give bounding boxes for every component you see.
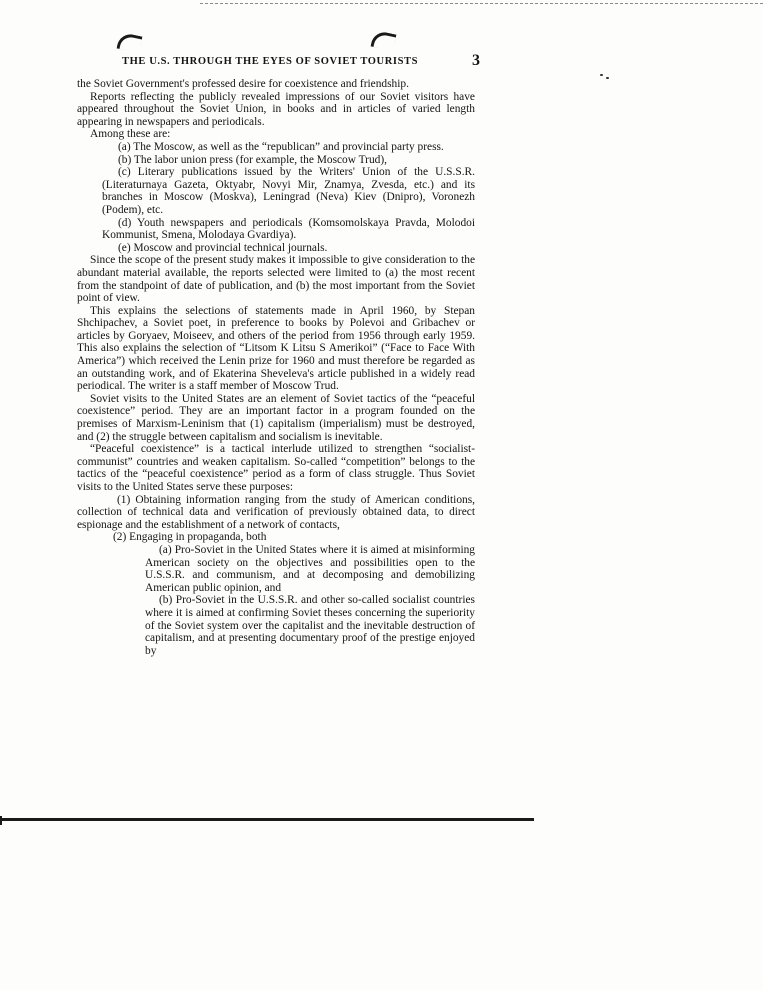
list-item: (e) Moscow and provincial technical journals. bbox=[118, 241, 328, 254]
body-text bbox=[77, 78, 475, 657]
list-item: (d) Youth newspapers and periodicals (Komsomolskaya Pravda, Molodoi Kommunist, Smena, Molodaya Gvardiya). bbox=[102, 216, 475, 242]
scan-mark bbox=[370, 30, 396, 51]
running-head: THE U.S. THROUGH THE EYES OF SOVIET TOURISTS bbox=[122, 56, 419, 67]
list-item: (b) Pro-Soviet in the U.S.S.R. and other so-called socialist countries where it is aimed at confirming Soviet theses concerning the superiority of the Soviet system over the capitalist and the inevitable destruction of capitalism, and at presenting documentary proof of the prestige enjoyed by bbox=[145, 594, 475, 657]
top-edge-rule bbox=[200, 3, 763, 4]
scan-speck bbox=[606, 77, 609, 79]
list-item: (b) The labor union press (for example, the Moscow Trud), bbox=[118, 153, 388, 166]
paragraph: Among these are: bbox=[90, 128, 171, 141]
list-item: (1) Obtaining information ranging from the study of American conditions, collection of technical data and verification of previously obtained data, to direct espionage and the establishment of a network of contacts, bbox=[77, 493, 475, 531]
paragraph: Soviet visits to the United States are an element of Soviet tactics of the “peaceful coexistence” period. They are an important factor in a program founded on the premises of Marxism-Leninism that (1) capitalism (imperialism) must be destroyed, and (2) the struggle between capitalism and socialism is inevitable. bbox=[77, 392, 475, 443]
bottom-rule-tail bbox=[0, 816, 10, 825]
page-number: 3 bbox=[472, 52, 480, 69]
paragraph: Reports reflecting the publicly revealed impressions of our Soviet visitors have appeared throughout the Soviet Union, in books and in articles of varied length appearing in newspapers and periodicals. bbox=[77, 90, 475, 128]
list-item: (a) The Moscow, as well as the “republican” and provincial party press. bbox=[118, 140, 444, 153]
page-header bbox=[108, 52, 480, 73]
paragraph: This explains the selections of statements made in April 1960, by Stepan Shchipachev, a Soviet poet, in preference to books by Polevoi and Gribachev or articles by Goryaev, Moiseev, and others of the period from 1956 through early 1959. This also explains the selection of “Litsom K Litsu S Amerikoi” (“Face to Face With America”) which received the Lenin prize for 1960 and must therefore be regarded as an outstanding work, and of Ekaterina Sheveleva's article published in a widely read periodical. The writer is a staff member of Moscow Trud. bbox=[77, 304, 475, 393]
list-item: (2) Engaging in propaganda, both bbox=[113, 531, 267, 544]
paragraph: the Soviet Government's professed desire for coexistence and friendship. bbox=[77, 78, 409, 90]
list-item: (a) Pro-Soviet in the United States where it is aimed at misinforming American society on the objectives and possibilities open to the U.S.S.R. and communism, and at decomposing and demobilizing American public opinion, and bbox=[145, 543, 475, 594]
scan-mark bbox=[116, 32, 142, 53]
paragraph: Since the scope of the present study makes it impossible to give consideration to the abundant material available, the reports selected were limited to (a) the most recent from the standpoint of date of publication, and (b) the most important from the Soviet point of view. bbox=[77, 254, 475, 305]
scan-speck bbox=[600, 74, 603, 76]
list-item: (c) Literary publications issued by the Writers' Union of the U.S.S.R. (Literaturnaya Gazeta, Oktyabr, Novyi Mir, Znamya, Zvesda, etc.) and its branches in Moscow (Moskva), Leningrad (Neva) Kiev (Dnipro), Voronezh (Podem), etc. bbox=[102, 166, 475, 216]
paragraph: “Peaceful coexistence” is a tactical interlude utilized to strengthen “socialist-communist” countries and weaken capitalism. So-called “competition” belongs to the tactics of the “peaceful coexistence” period as a form of class struggle. Thus Soviet visits to the United States serve these purposes: bbox=[77, 443, 475, 493]
bottom-rule bbox=[2, 818, 534, 821]
